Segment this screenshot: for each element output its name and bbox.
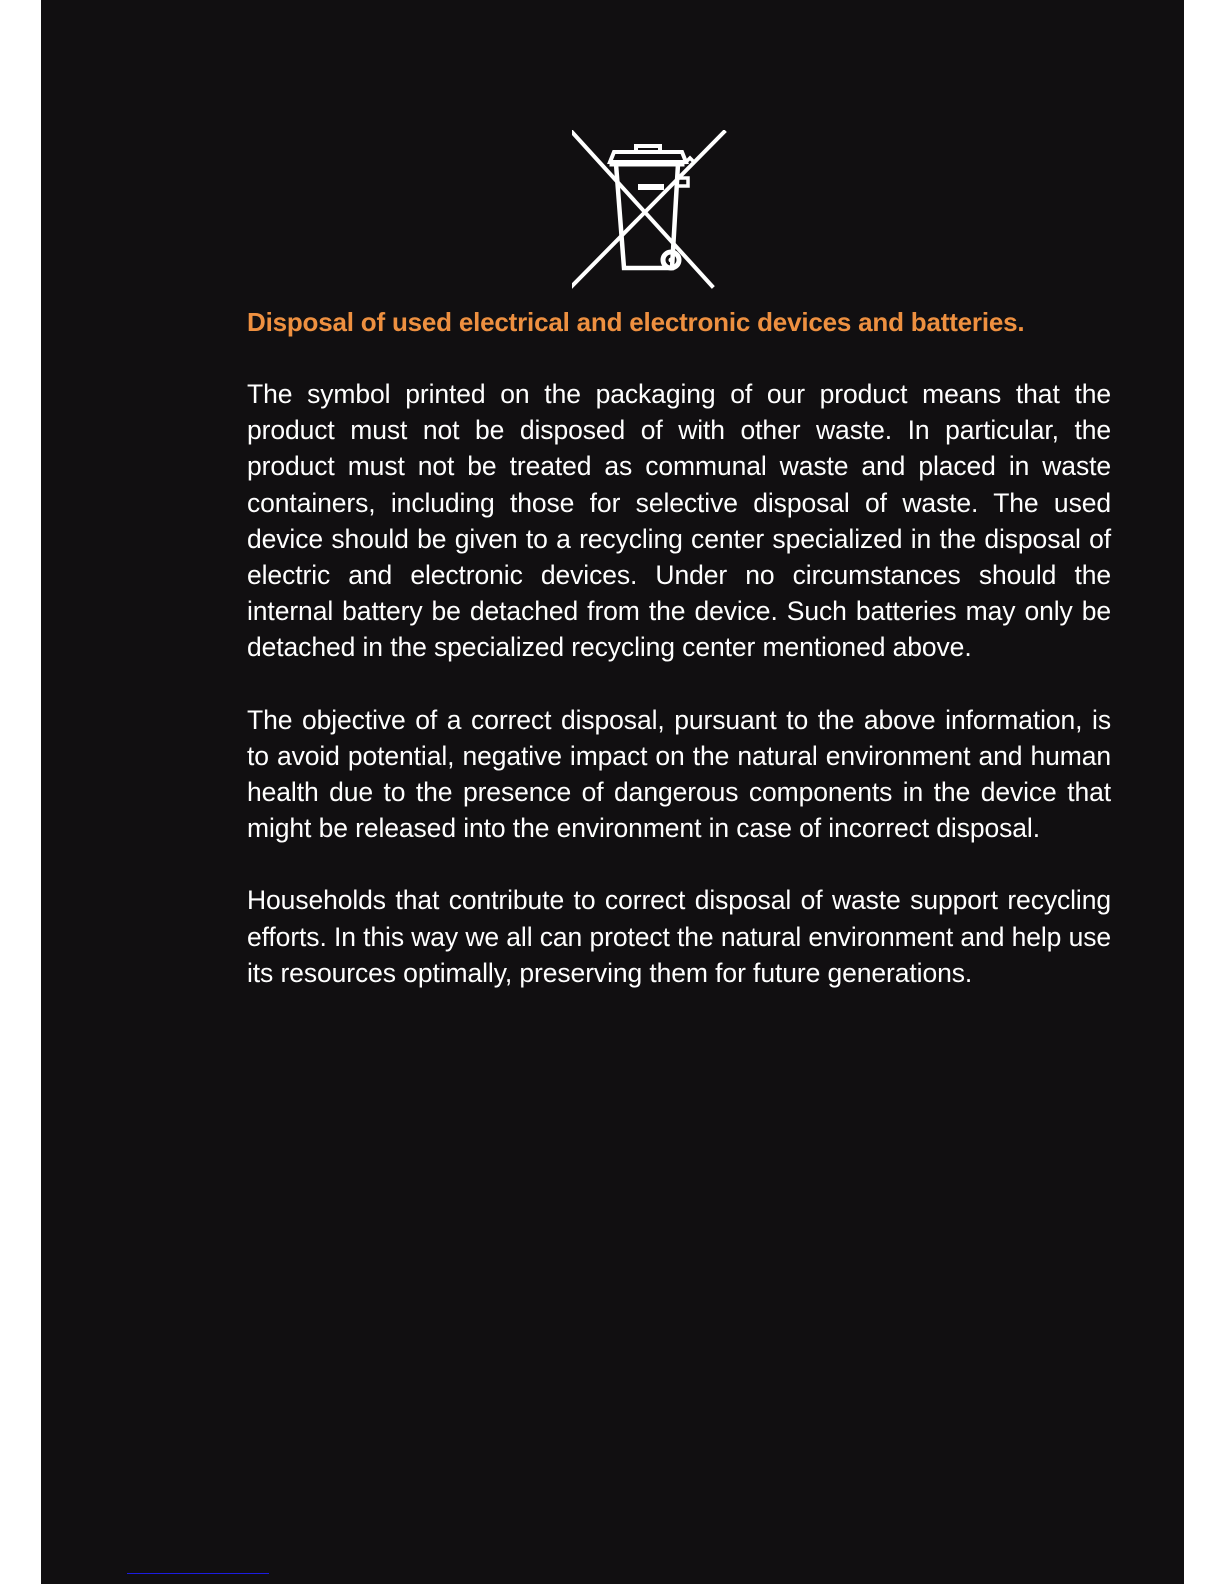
notice-heading: Disposal of used electrical and electronic devices and batteries. <box>247 307 1025 337</box>
paragraph-households: Households that contribute to correct disposal of waste support recycling efforts. In this way we all can protect the natural environment and help use its resources optimally, preserving them for future generations. <box>247 885 1111 988</box>
paragraph-symbol-meaning: The symbol printed on the packaging of our product means that the product must not be disposed of with other waste. In particular, the product must not be treated as communal waste and placed in waste containers, including those for selective disposal of waste. The used device should be given to a recycling center specialized in the disposal of electric and electronic devices. Under no circumstances should the internal battery be detached from the device. Such batteries may only be detached in the specialized recycling center mentioned above. <box>247 379 1111 663</box>
disposal-notice <box>247 304 1111 1027</box>
crossed-out-wheelie-bin-icon <box>572 130 732 292</box>
footer-link-underline <box>127 1573 269 1574</box>
paragraph-disposal-objective: The objective of a correct disposal, pursuant to the above information, is to avoid potential, negative impact on the natural environment and human health due to the presence of dangerous components in the device that might be released into the environment in case of incorrect disposal. <box>247 704 1111 844</box>
document-page <box>41 0 1184 1584</box>
